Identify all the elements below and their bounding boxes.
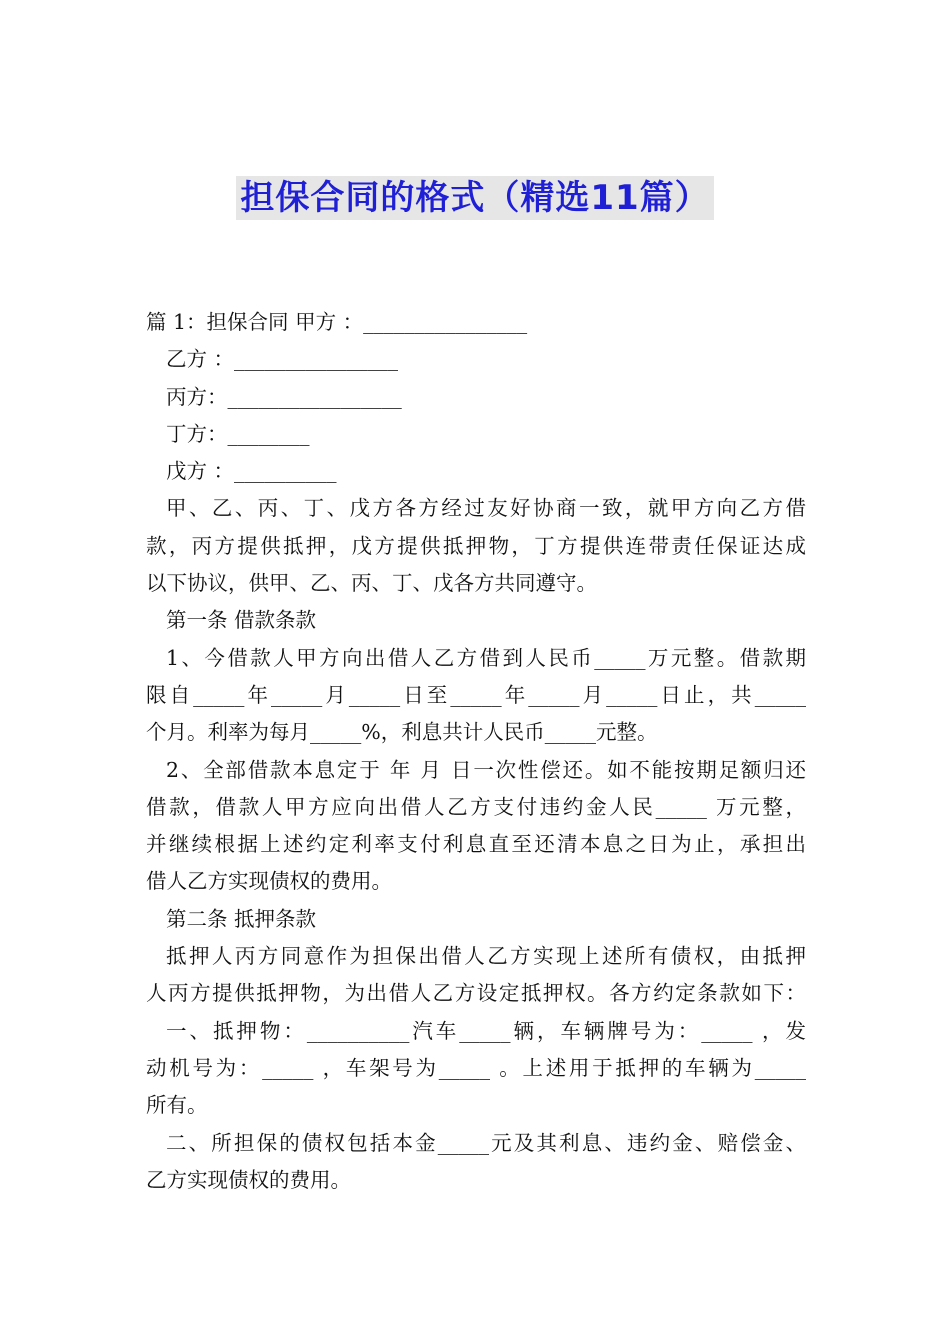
text-line: 款，丙方提供抵押，戊方提供抵押物，丁方提供连带责任保证达成 xyxy=(146,533,806,558)
document-body xyxy=(146,304,806,1199)
text-line: 第一条 借款条款 xyxy=(166,608,317,633)
text-line: 一、抵押物：__________汽车_____辆，车辆牌号为：_____ ，发 xyxy=(166,1018,806,1043)
text-line: 丁方：________ xyxy=(166,421,310,446)
text-line: 动机号为：_____ ，车架号为_____ 。上述用于抵押的车辆为_____ xyxy=(146,1055,806,1080)
text-line: 所有。 xyxy=(146,1093,208,1118)
text-line: 以下协议，供甲、乙、丙、丁、戊各方共同遵守。 xyxy=(146,571,597,596)
text-line: 篇 1：担保合同 甲方 ：________________ xyxy=(146,310,528,334)
text-line: 并继续根据上述约定利率支付利息直至还清本息之日为止，承担出 xyxy=(146,832,806,857)
text-line: 甲、乙、丙、丁、戊方各方经过友好协商一致，就甲方向乙方借 xyxy=(166,496,806,521)
text-line: 人丙方提供抵押物，为出借人乙方设定抵押权。各方约定条款如下： xyxy=(146,981,806,1006)
text-line: 个月。利率为每月_____%，利息共计人民币_____元整。 xyxy=(146,720,658,745)
text-line: 乙方 ：________________ xyxy=(166,347,399,372)
text-line: 抵押人丙方同意作为担保出借人乙方实现上述所有债权，由抵押 xyxy=(166,944,806,969)
document-title: 担保合同的格式（精选11篇） xyxy=(236,176,713,220)
text-line: 2、全部借款本息定于 年 月 日一次性偿还。如不能按期足额归还 xyxy=(166,757,806,782)
text-line: 乙方实现债权的费用。 xyxy=(146,1167,351,1192)
text-line: 戊方 ：__________ xyxy=(166,459,337,484)
text-line: 限自_____年_____月_____日至_____年_____月_____日止，共_____ xyxy=(146,682,806,707)
text-line: 丙方：_________________ xyxy=(166,384,402,409)
title-wrap xyxy=(0,176,950,220)
text-line: 借人乙方实现债权的费用。 xyxy=(146,869,392,894)
text-line: 1、今借款人甲方向出借人乙方借到人民币_____万元整。借款期 xyxy=(166,645,806,670)
text-line: 借款，借款人甲方应向出借人乙方支付违约金人民_____ 万元整， xyxy=(146,794,806,819)
text-line: 二、所担保的债权包括本金_____元及其利息、违约金、赔偿金、 xyxy=(166,1130,806,1155)
text-line: 第二条 抵押条款 xyxy=(166,906,317,931)
